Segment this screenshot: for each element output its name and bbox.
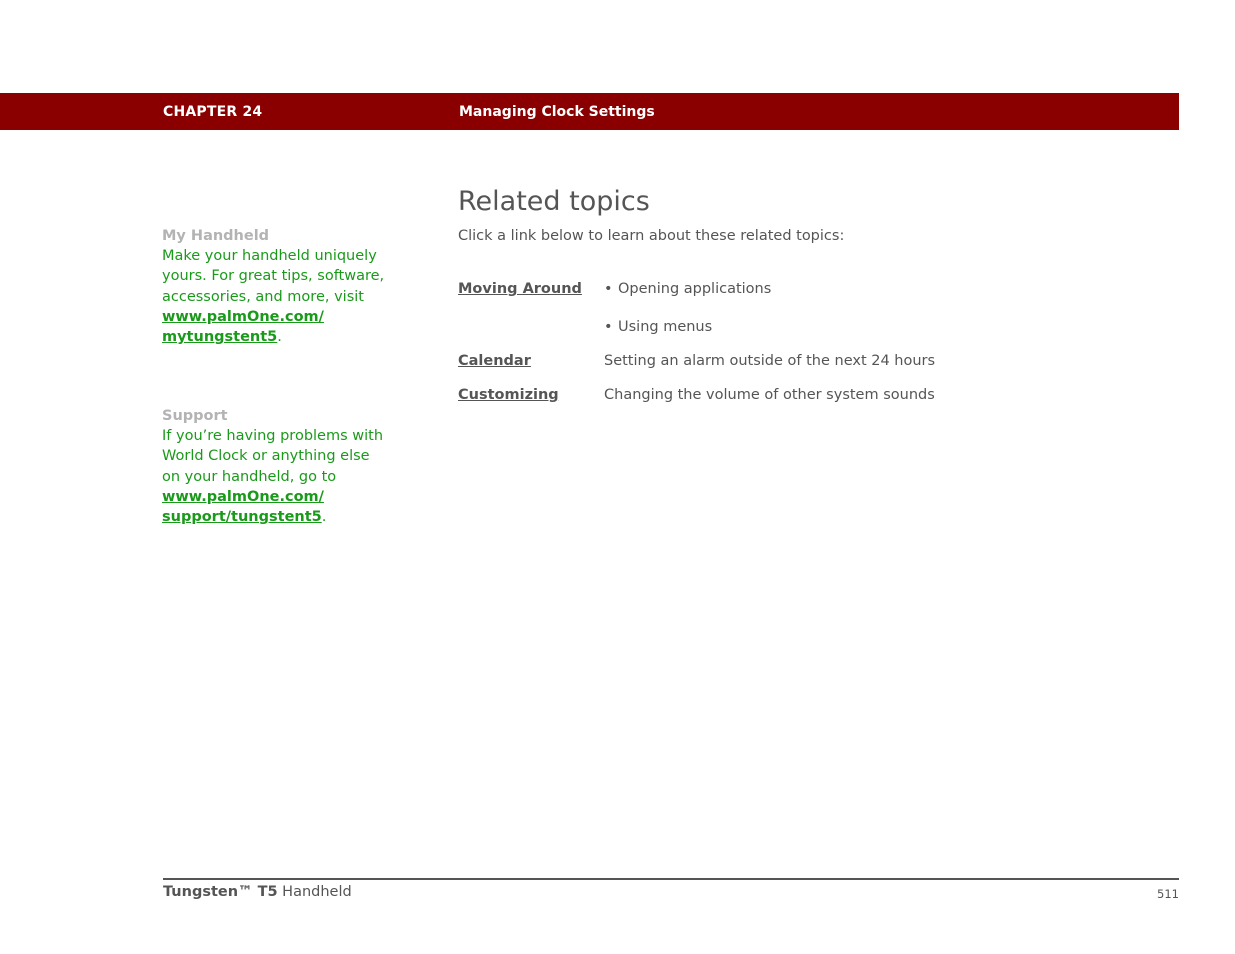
- link-moving-around[interactable]: Moving Around: [458, 281, 582, 297]
- link-calendar[interactable]: Calendar: [458, 353, 531, 369]
- sidebar-text-support: If you’re having problems with World Clock or anything else on your handheld, go to: [162, 428, 384, 485]
- chapter-title: Managing Clock Settings: [459, 104, 655, 120]
- link-customizing[interactable]: Customizing: [458, 387, 559, 403]
- link-support-line2[interactable]: support/tungstent5: [162, 509, 322, 526]
- bullet-text: Using menus: [618, 319, 713, 335]
- topic-description: Setting an alarm outside of the next 24 hours: [604, 353, 936, 369]
- bullet-text: Opening applications: [618, 281, 772, 297]
- bullet-icon: •: [604, 319, 613, 335]
- link-mytungstent5-line2[interactable]: mytungstent5: [162, 329, 278, 346]
- footer-product-name: [163, 884, 352, 900]
- sidebar-heading-support: Support: [162, 408, 228, 424]
- sidebar-heading-my-handheld: My Handheld: [162, 228, 270, 244]
- topic-description: Changing the volume of other system sounds: [604, 387, 935, 403]
- bullet-icon: •: [604, 281, 613, 297]
- sidebar-support: [162, 406, 387, 527]
- sidebar-text-my-handheld: Make your handheld uniquely yours. For great tips, software, accessories, and more, visit: [162, 248, 385, 305]
- page-title: Related topics: [458, 186, 650, 217]
- footer-divider: [163, 878, 1179, 880]
- footer-product-bold: Tungsten™ T5: [163, 884, 278, 900]
- link-support-line1[interactable]: www.palmOne.com/: [162, 488, 324, 505]
- trailing-period: .: [277, 329, 282, 346]
- trailing-period: .: [321, 509, 327, 526]
- page-number: 511: [1157, 887, 1179, 901]
- sidebar-my-handheld: [162, 226, 387, 347]
- chapter-number: CHAPTER 24: [163, 104, 263, 120]
- intro-text: Click a link below to learn about these related topics:: [458, 228, 845, 244]
- footer-product-rest: Handheld: [277, 884, 352, 900]
- link-mytungstent5-line1[interactable]: www.palmOne.com/: [162, 308, 324, 325]
